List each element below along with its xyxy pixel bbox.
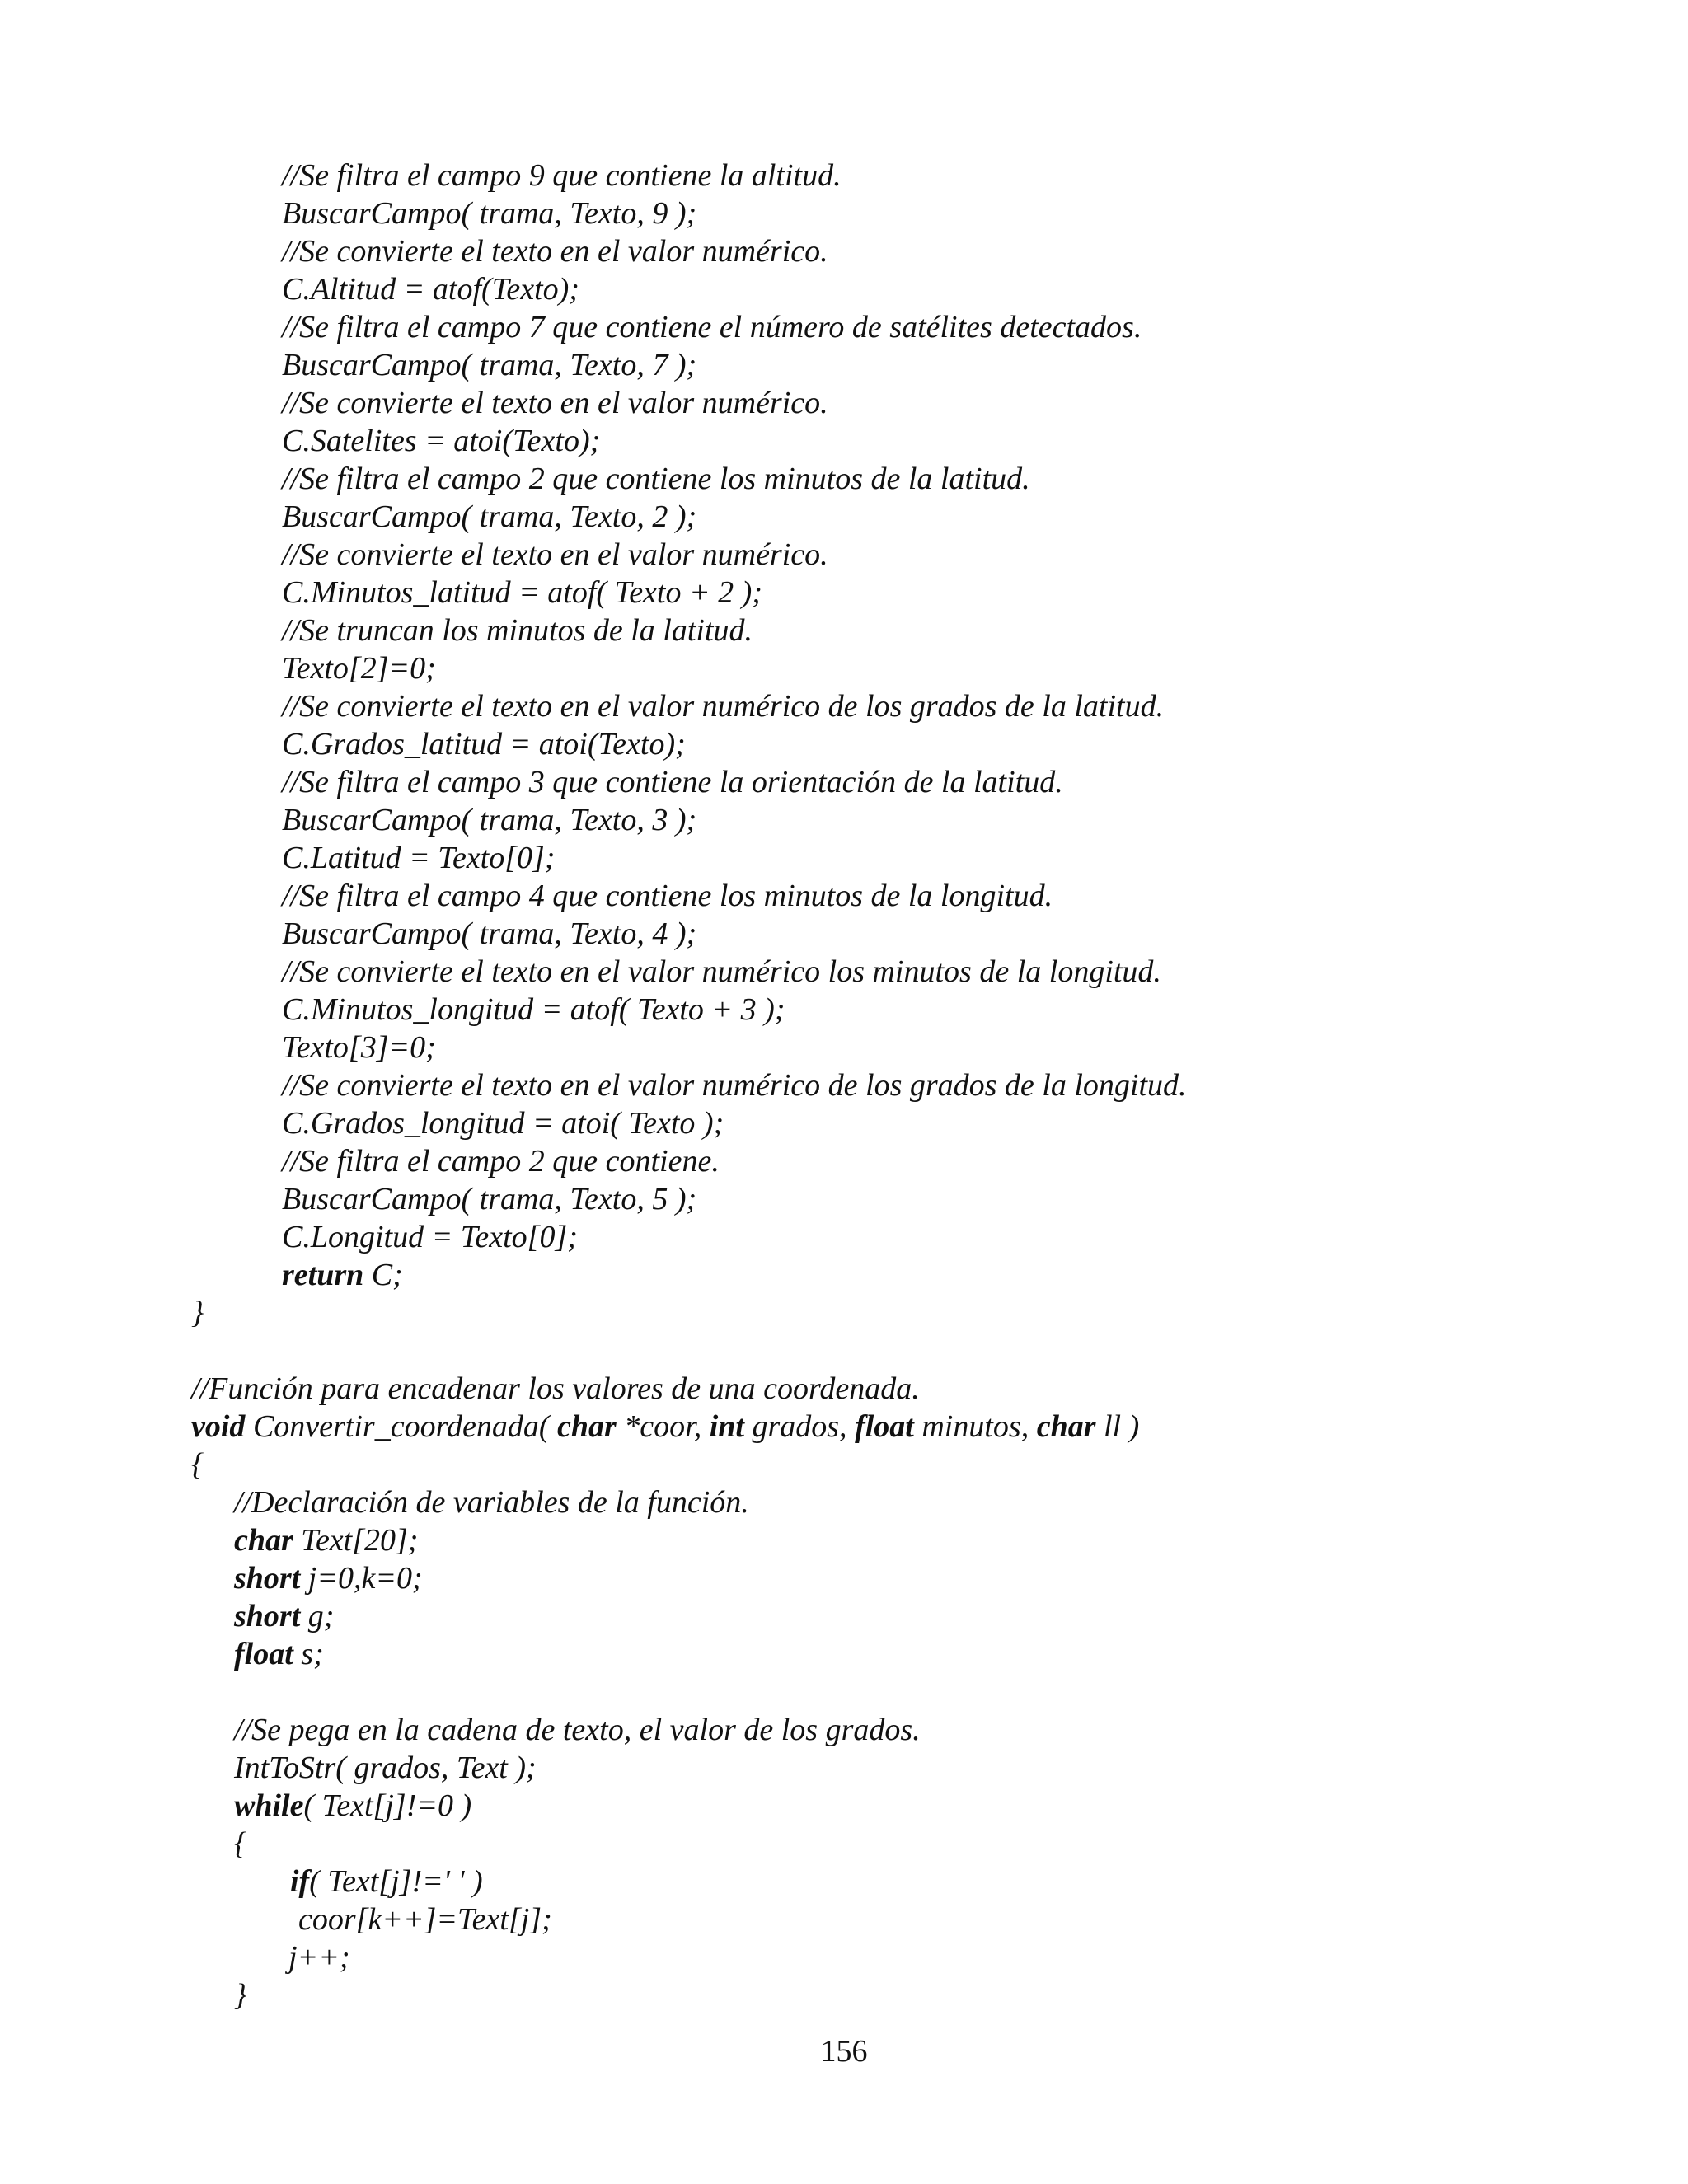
code-keyword: char [1036,1409,1096,1444]
code-text: g; [300,1599,335,1633]
code-line [282,1256,403,1294]
code-keyword: char [556,1409,617,1444]
code-line [234,1787,471,1825]
code-line [234,1749,537,1787]
code-line [282,953,1161,991]
code-text: j=0,k=0; [300,1561,423,1596]
code-line [282,649,436,687]
code-text: BuscarCampo( trama, Texto, 7 ); [282,348,697,382]
code-line [282,574,762,612]
code-keyword: float [234,1637,293,1671]
code-line [282,157,842,194]
code-line [282,498,696,536]
code-text: C.Satelites = atoi(Texto); [282,424,601,458]
code-line [191,1446,204,1483]
code-line [298,1900,552,1938]
code-text: //Se filtra el campo 4 que contiene los minutos de la longitud. [282,879,1053,913]
code-keyword: float [855,1409,914,1444]
code-text: grados, [743,1409,856,1444]
code-text: //Se filtra el campo 3 que contiene la orientación de la latitud. [282,765,1063,799]
code-line [282,460,1030,498]
code-keyword: return [282,1258,364,1292]
code-line [234,1976,246,2014]
code-line [282,839,555,877]
code-text: Texto[3]=0; [282,1030,436,1065]
code-text: //Se convierte el texto en el valor numérico. [282,537,828,572]
code-text: //Se filtra el campo 2 que contiene los minutos de la latitud. [282,462,1030,496]
code-text: Convertir_coordenada( [245,1409,557,1444]
code-text: ll ) [1095,1409,1140,1444]
code-text: C.Grados_latitud = atoi(Texto); [282,727,686,762]
code-text: ( Text[j]!=0 ) [303,1788,472,1823]
code-text: BuscarCampo( trama, Texto, 4 ); [282,916,697,951]
code-text: //Se convierte el texto en el valor numérico de los grados de la latitud. [282,689,1165,724]
code-text: //Se convierte el texto en el valor numérico de los grados de la longitud. [282,1068,1187,1103]
code-text: BuscarCampo( trama, Texto, 9 ); [282,196,697,231]
code-line [288,1938,350,1976]
code-text: //Se filtra el campo 2 que contiene. [282,1144,720,1179]
code-text: s; [293,1637,324,1671]
code-text: BuscarCampo( trama, Texto, 3 ); [282,803,697,837]
code-text: BuscarCampo( trama, Texto, 5 ); [282,1182,697,1216]
code-line [191,1408,1139,1446]
code-line [282,612,753,649]
code-line [282,194,696,232]
code-line [234,1825,246,1863]
code-text: C.Minutos_longitud = atof( Texto + 3 ); [282,992,785,1027]
code-line [282,801,696,839]
code-line [282,1218,578,1256]
code-keyword: short [234,1561,301,1596]
code-line [282,877,1053,915]
code-line [282,687,1164,725]
code-text: coor[k++]=Text[j]; [298,1902,552,1937]
code-line [282,232,828,270]
code-text: *coor, [616,1409,710,1444]
code-text: IntToStr( grados, Text ); [234,1750,537,1785]
code-text: { [234,1826,247,1861]
code-line [282,1066,1187,1104]
code-text: minutos, [913,1409,1037,1444]
code-text: //Declaración de variables de la función. [234,1485,749,1520]
code-line [282,1142,720,1180]
code-keyword: char [234,1523,293,1558]
code-text: //Se convierte el texto en el valor numérico los minutos de la longitud. [282,954,1161,989]
code-line [282,763,1063,801]
code-line [191,1370,920,1408]
code-text: //Se convierte el texto en el valor numérico. [282,234,828,269]
code-text: j++; [288,1940,350,1975]
code-text: } [234,1978,247,2013]
code-text: //Se truncan los minutos de la latitud. [282,613,753,648]
code-line [282,915,696,953]
code-keyword: int [709,1409,744,1444]
code-line [234,1597,334,1635]
code-text: //Se pega en la cadena de texto, el valor de los grados. [234,1713,921,1747]
code-text: C.Altitud = atof(Texto); [282,272,579,307]
code-keyword: if [290,1864,310,1899]
code-text: Texto[2]=0; [282,651,436,686]
code-line [282,346,696,384]
code-text: { [191,1447,204,1482]
code-line [282,991,785,1029]
code-text: ( Text[j]!=' ' ) [309,1864,483,1899]
code-keyword: while [234,1788,304,1823]
code-line [282,1180,696,1218]
page-number: 156 [820,2034,868,2069]
code-line [282,308,1142,346]
code-line [234,1521,418,1559]
code-line [282,1029,436,1066]
code-line [290,1863,483,1900]
code-text: C.Longitud = Texto[0]; [282,1220,578,1254]
code-keyword: short [234,1599,301,1633]
code-text: C.Latitud = Texto[0]; [282,841,556,875]
code-text: C; [363,1258,403,1292]
code-line [282,270,579,308]
code-text: BuscarCampo( trama, Texto, 2 ); [282,499,697,534]
code-text: C.Grados_longitud = atoi( Texto ); [282,1106,724,1141]
code-text: //Se convierte el texto en el valor numérico. [282,386,828,420]
code-text: //Se filtra el campo 9 que contiene la altitud. [282,158,842,193]
code-line [282,422,600,460]
code-line [234,1711,921,1749]
code-text: //Función para encadenar los valores de una coordenada. [191,1371,920,1406]
code-line [234,1483,749,1521]
code-line [282,536,828,574]
code-text: Text[20]; [293,1523,419,1558]
code-text: C.Minutos_latitud = atof( Texto + 2 ); [282,575,762,610]
code-keyword: void [191,1409,246,1444]
code-line [282,384,828,422]
code-line [282,1104,724,1142]
code-line [234,1635,324,1673]
code-text: } [191,1296,204,1330]
code-text: //Se filtra el campo 7 que contiene el número de satélites detectados. [282,310,1142,344]
code-line [282,725,686,763]
code-line [191,1294,204,1332]
code-line [234,1559,423,1597]
